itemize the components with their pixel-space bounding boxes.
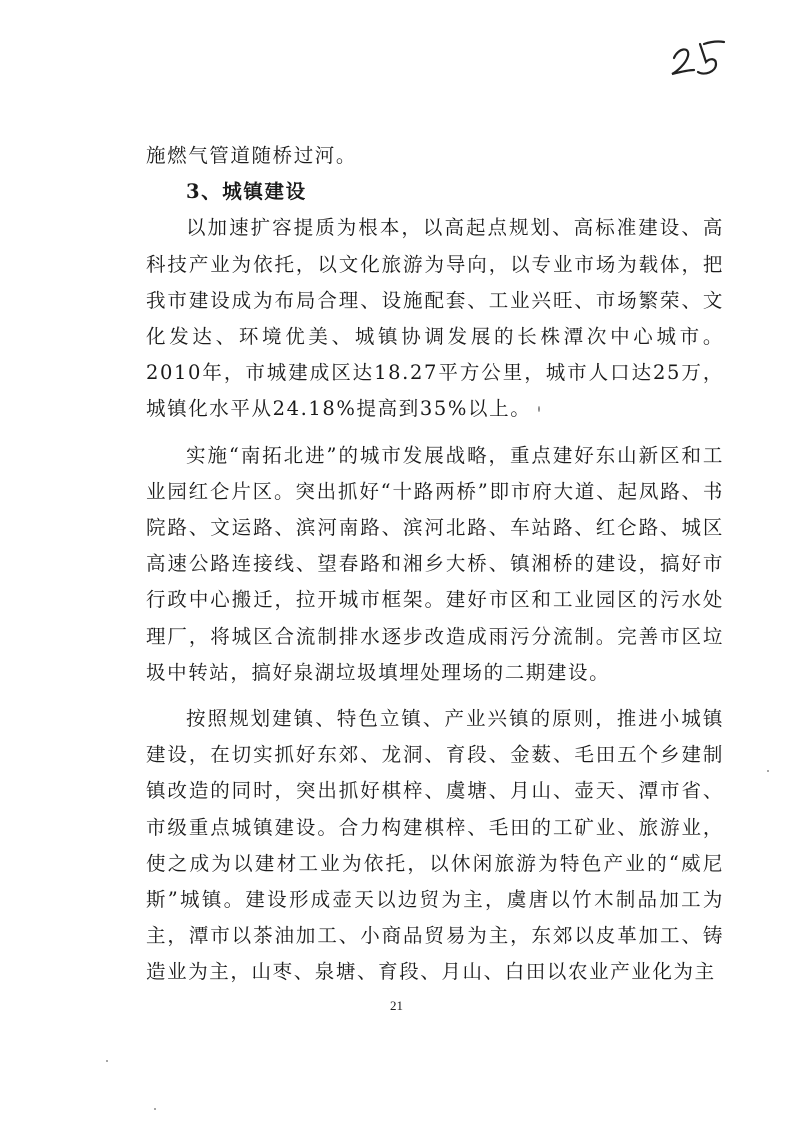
paragraph-town-construction: 按照规划建镇、特色立镇、产业兴镇的原则，推进小城镇建设，在切实抓好东郊、龙洞、育段、金薮、毛田五个乡建制镇改造的同时，突出抓好棋梓、虞塘、月山、壶天、潭市省、市级重点城镇建设。合力构建棋梓、毛田的工矿业、旅游业，使之成为以建材工业为依托，以休闲旅游为特色产业的“威尼斯”城镇。建设形成壶天以边贸为主，虞唐以竹木制品加工为主，潭市以茶油加工、小商品贸易为主，东郊以皮革加工、铸造业为主，山枣、泉塘、育段、月山、白田以农业产业化为主: [146, 707, 724, 984]
page-number: 21: [390, 998, 403, 1013]
paragraph-urban-development-strategy: 实施“南拓北进”的城市发展战略，重点建好东山新区和工业园红仑片区。突出抓好“十路两桥”即市府大道、起凤路、书院路、文运路、滨河南路、滨河北路、车站路、红仑路、城区高速公路连接线、望春路和湘乡大桥、镇湘桥的建设，搞好市行政中心搬迁，拉开城市框架。建好市区和工业园区的污水处理厂，将城区合流制排水逐步改造成雨污分流制。完善市区垃圾中转站，搞好泉湖垃圾填埋处理场的二期建设。: [146, 443, 724, 684]
section-heading: 3、城镇建设: [186, 180, 307, 204]
paragraph-continued: 施燃气管道随桥过河。: [146, 144, 358, 167]
scan-speck: [538, 406, 540, 412]
scan-speck: [767, 770, 769, 772]
body-text: [146, 138, 724, 991]
scan-speck: [154, 1108, 156, 1110]
paragraph-urban-goal: 以加速扩容提质为根本，以高起点规划、高标准建设、高科技产业为依托，以文化旅游为导向，以专业市场为载体，把我市建设成为布局合理、设施配套、工业兴旺、市场繁荣、文化发达、环境优美、城镇协调发展的长株潭次中心城市。2010年，市城建成区达18.27平方公里，城市人口达25万，城镇化水平从24.18%提高到35%以上。: [146, 216, 724, 421]
scan-speck: [106, 1060, 108, 1062]
handwritten-page-mark: [664, 28, 728, 80]
